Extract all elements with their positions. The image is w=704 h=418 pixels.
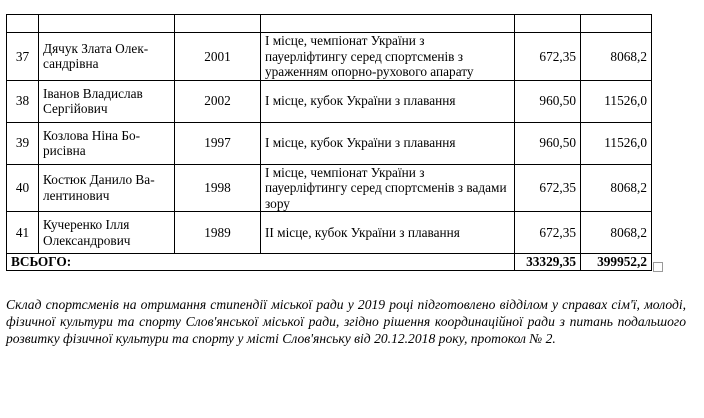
birth-year: 1997 [175, 122, 261, 164]
table-row [7, 80, 652, 122]
row-number: 40 [7, 164, 39, 212]
birth-year: 2002 [175, 80, 261, 122]
achievement: І місце, чемпіонат України з пауерліфтингу серед спортсменів з вадами зору [261, 164, 515, 212]
total-amount: 8068,2 [581, 212, 652, 254]
athlete-name: Дячук Злата Олек-сандрівна [39, 33, 175, 81]
header-cell [7, 15, 39, 33]
total-amount: 8068,2 [581, 164, 652, 212]
scholarship-table [6, 14, 652, 271]
birth-year: 1989 [175, 212, 261, 254]
achievement: І місце, чемпіонат України з пауерліфтингу серед спортсменів з ураженням опорно-рухового апарату [261, 33, 515, 81]
total-label: ВСЬОГО: [7, 254, 515, 271]
table-row [7, 212, 652, 254]
total-amount: 11526,0 [581, 80, 652, 122]
birth-year: 2001 [175, 33, 261, 81]
row-number: 38 [7, 80, 39, 122]
total-amount: 11526,0 [581, 122, 652, 164]
achievement: І місце, кубок України з плавання [261, 122, 515, 164]
total-sum: 399952,2 [581, 254, 652, 271]
row-number: 37 [7, 33, 39, 81]
header-cell [261, 15, 515, 33]
table-row [7, 164, 652, 212]
table-header-row [7, 15, 652, 33]
footnote-paragraph: Склад спортсменів на отримання стипендії міської ради у 2019 році підготовлено відділом у справах сім'ї, молоді, фізичної культури та спорту Слов'янської міської ради, згідно рішення координаційної ради з питань подальшого розвитку фізичної культури та спорту у місті Слов'янську від 20.12.2018 року, протокол № 2. [6, 297, 686, 346]
athlete-name: Кучеренко Ілля Олександрович [39, 212, 175, 254]
monthly-amount: 960,50 [515, 122, 581, 164]
header-cell [39, 15, 175, 33]
achievement: ІІ місце, кубок України з плавання [261, 212, 515, 254]
table-row [7, 33, 652, 81]
header-cell [581, 15, 652, 33]
monthly-amount: 672,35 [515, 33, 581, 81]
total-amount: 8068,2 [581, 33, 652, 81]
monthly-amount: 672,35 [515, 212, 581, 254]
table-resize-handle[interactable] [653, 262, 663, 272]
row-number: 41 [7, 212, 39, 254]
monthly-amount: 672,35 [515, 164, 581, 212]
header-cell [175, 15, 261, 33]
row-number: 39 [7, 122, 39, 164]
total-monthly: 33329,35 [515, 254, 581, 271]
achievement: І місце, кубок України з плавання [261, 80, 515, 122]
athlete-name: Козлова Ніна Бо-рисівна [39, 122, 175, 164]
athlete-name: Іванов Владислав Сергійович [39, 80, 175, 122]
total-row [7, 254, 652, 271]
monthly-amount: 960,50 [515, 80, 581, 122]
header-cell [515, 15, 581, 33]
birth-year: 1998 [175, 164, 261, 212]
table-row [7, 122, 652, 164]
athlete-name: Костюк Данило Ва-лентинович [39, 164, 175, 212]
